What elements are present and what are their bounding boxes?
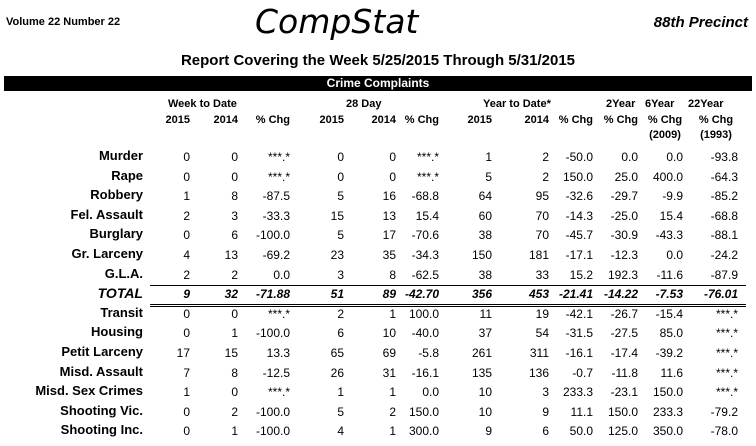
year-to-date-header: Year to Date* [483,98,551,110]
twentytwo-year-header: 22Year [688,98,724,110]
week-2015-cell: 4 [183,248,190,262]
week-pct-cell: -87.5 [262,189,290,204]
twentytwo-year-pct-cell: -24.2 [710,248,738,262]
ytd-pct-cell: 50.0 [569,424,593,439]
week-2015-cell: 2 [183,267,190,282]
week-2014-cell: 8 [231,189,238,204]
ytd-pct-cell: -50.0 [565,150,593,164]
day28-2014-cell: 1 [389,424,396,439]
ytd-2015-cell: 37 [478,326,492,341]
two-year-pct-cell: -17.4 [610,346,638,360]
week-2015-cell: 1 [183,189,190,204]
twentytwo-year-pct-cell: -87.9 [710,267,738,282]
week-2015-cell: 0 [183,169,190,184]
day28-2015-cell: 2 [337,306,344,321]
six-year-pct-cell: 0.0 [666,248,683,262]
week-2015-cell: 7 [183,365,190,380]
ytd-pct-cell: 15.2 [569,267,593,282]
week-pct-header: % Chg [255,114,290,126]
day28-2014-cell: 8 [389,267,396,282]
twentytwo-year-pct-cell: -78.0 [710,424,738,439]
row-label: Murder [98,148,143,163]
two-year-pct-cell: -12.3 [610,248,638,262]
table-row [0,245,756,265]
two-year-header: 2Year [606,98,636,110]
day28-2015-cell: 5 [337,189,344,204]
total-top-rule [150,285,746,286]
day28-pct-cell: -16.1 [411,365,439,380]
ytd-2014-cell: 136 [528,365,549,380]
two-year-pct-cell: 0.0 [621,150,638,164]
day28-2014-cell: 0 [389,169,396,184]
six-year-pct-cell: 11.6 [660,365,683,380]
twentytwo-year-pct-cell: ***.* [715,385,738,400]
row-label: Housing [91,324,143,340]
row-label: Fel. Assault [70,206,143,222]
two-year-pct-cell: -27.5 [610,326,638,341]
week-2014-cell: 8 [231,365,238,380]
ytd-2015-cell: 64 [478,189,492,204]
two-year-pct-cell: -29.7 [610,189,638,204]
week-2014-cell: 3 [231,208,238,223]
six-year-pct-cell: -43.3 [655,228,683,243]
six-year-pct-header: % Chg [647,114,683,126]
two-year-pct-cell: -26.7 [610,306,638,321]
two-year-pct-header: % Chg [603,114,638,126]
day28-2015-header: 2015 [319,114,344,126]
day28-2015-cell: 5 [337,404,344,419]
week-2014-cell: 2 [231,404,238,419]
ytd-pct-header: % Chg [558,114,593,126]
row-label: Shooting Vic. [60,402,143,418]
table-row [0,206,756,226]
ytd-2015-cell: 5 [485,169,492,184]
ytd-pct-cell: 150.0 [562,169,593,184]
six-year-pct-cell: -9.9 [662,189,683,204]
ytd-2015-cell: 356 [471,287,492,302]
ytd-2015-cell: 261 [471,346,492,360]
two-year-pct-cell: 192.3 [607,267,638,282]
six-year-pct-cell: -15.4 [655,306,683,321]
week-pct-cell: ***.* [267,169,290,184]
twentytwo-year-pct-cell: -76.01 [703,287,738,302]
ytd-pct-cell: -16.1 [565,346,593,360]
week-2014-header: 2014 [213,114,238,126]
day28-2015-cell: 3 [337,267,344,282]
twentytwo-year-pct-cell: ***.* [715,346,738,360]
ytd-2014-cell: 3 [542,385,549,400]
day28-pct-cell: -62.5 [411,267,439,282]
six-year-pct-cell: -7.53 [655,287,683,302]
week-pct-cell: 0.0 [273,267,290,282]
ytd-2015-cell: 9 [485,424,492,439]
week-2015-cell: 2 [183,208,190,223]
week-2014-cell: 32 [224,287,238,302]
ytd-2014-cell: 181 [528,248,549,262]
ytd-2015-cell: 38 [478,267,492,282]
two-year-pct-cell: 150.0 [607,404,638,419]
day28-2014-cell: 13 [382,208,396,223]
row-label: Transit [100,304,143,320]
day28-2014-cell: 89 [382,287,396,302]
total-row [0,284,756,304]
day28-2014-cell: 2 [389,404,396,419]
row-label: G.L.A. [104,265,143,281]
week-2015-cell: 0 [183,306,190,321]
day28-2014-cell: 16 [382,189,396,204]
ytd-2014-cell: 70 [535,208,549,223]
ytd-pct-cell: 233.3 [562,385,593,400]
ytd-2014-cell: 70 [535,228,549,243]
twentytwo-year-pct-cell: -68.8 [710,208,738,223]
week-2014-cell: 1 [231,424,238,439]
day28-2014-cell: 17 [382,228,396,243]
day28-2015-cell: 6 [337,326,344,341]
week-2015-cell: 17 [176,346,190,360]
row-label: Petit Larceny [61,344,143,359]
day28-pct-cell: ***.* [416,150,439,164]
week-2015-cell: 0 [183,326,190,341]
week-2014-cell: 6 [231,228,238,243]
twentytwo-year-pct-header: % Chg [698,114,734,126]
week-pct-cell: -12.5 [262,365,290,380]
two-year-pct-cell: 125.0 [607,424,638,439]
row-label: TOTAL [97,285,143,302]
week-pct-cell: -100.0 [255,326,290,341]
day28-2014-cell: 0 [389,150,396,164]
day28-2015-cell: 51 [330,287,344,302]
ytd-pct-cell: -45.7 [565,228,593,243]
week-pct-cell: -69.2 [262,248,290,262]
day28-2015-cell: 26 [330,365,344,380]
row-label: Rape [111,167,143,183]
ytd-2014-header: 2014 [524,114,549,126]
ytd-pct-cell: -17.1 [565,248,593,262]
ytd-2015-header: 2015 [467,114,492,126]
ytd-pct-cell: -42.1 [565,306,593,321]
week-pct-cell: -100.0 [255,424,290,439]
two-year-pct-cell: -23.1 [610,385,638,400]
ytd-2015-cell: 1 [485,150,492,164]
day28-2014-cell: 69 [382,346,396,360]
week-2015-cell: 0 [183,404,190,419]
day28-pct-cell: 0.0 [422,385,439,400]
twentytwo-year-base-header: (1993) [700,129,732,141]
table-row [0,382,756,402]
ytd-2015-cell: 11 [479,306,492,321]
table-row [0,421,756,441]
week-to-date-header: Week to Date [168,98,237,110]
day28-2015-cell: 1 [337,385,344,400]
ytd-2014-cell: 2 [542,169,549,184]
week-2014-cell: 0 [231,150,238,164]
week-2014-cell: 0 [231,385,238,400]
ytd-pct-cell: -14.3 [565,208,593,223]
week-2015-header: 2015 [165,114,190,126]
day28-2014-cell: 1 [389,385,396,400]
two-year-pct-cell: -14.22 [603,287,638,302]
day28-pct-header: % Chg [404,114,439,126]
report-title: CompStat [255,2,419,41]
week-2015-cell: 0 [183,150,190,164]
ytd-pct-cell: -31.5 [565,326,593,341]
two-year-pct-cell: -11.8 [611,365,638,380]
day28-2014-cell: 31 [382,365,396,380]
table-row [0,186,756,206]
six-year-base-header: (2009) [649,129,681,141]
ytd-2014-cell: 6 [542,424,549,439]
volume-number: Volume 22 Number 22 [6,16,121,28]
ytd-2014-cell: 311 [529,346,549,360]
row-label: Shooting Inc. [60,422,143,438]
ytd-pct-cell: -0.7 [572,365,593,380]
ytd-2015-cell: 150 [471,248,492,262]
day28-2015-cell: 4 [337,424,344,439]
week-2014-cell: 0 [231,169,238,184]
day28-2014-cell: 10 [382,326,396,341]
ytd-2015-cell: 38 [478,228,492,243]
week-pct-cell: -100.0 [255,404,290,419]
twentytwo-year-pct-cell: -88.1 [710,228,738,243]
row-label: Robbery [90,187,143,203]
twentytwo-year-pct-cell: -64.3 [710,169,738,184]
day28-pct-cell: ***.* [416,169,439,184]
day28-pct-cell: 100.0 [408,306,439,321]
ytd-2014-cell: 33 [535,267,549,282]
week-2014-cell: 1 [231,326,238,341]
ytd-2014-cell: 19 [535,306,549,321]
day28-2015-cell: 0 [337,169,344,184]
day28-2015-cell: 5 [337,228,344,243]
six-year-pct-cell: 233.3 [652,404,683,419]
six-year-pct-cell: 85.0 [659,326,683,341]
six-year-pct-cell: 150.0 [652,385,683,400]
day28-2015-cell: 0 [337,150,344,164]
ytd-2014-cell: 54 [535,326,549,341]
day28-2014-header: 2014 [371,114,396,126]
six-year-header: 6Year [645,98,675,110]
ytd-2014-cell: 453 [528,287,549,302]
ytd-2014-cell: 95 [535,189,549,204]
table-row [0,304,756,324]
week-pct-cell: 13.3 [266,346,290,360]
table-row [0,323,756,343]
week-2015-cell: 1 [183,385,190,400]
six-year-pct-cell: 0.0 [666,150,683,164]
table-row [0,167,756,187]
day28-pct-cell: -40.0 [411,326,439,341]
day28-pct-cell: -5.8 [418,346,439,360]
report-period: Report Covering the Week 5/25/2015 Through 5/31/2015 [180,52,576,69]
ytd-pct-cell: 11.1 [570,404,593,419]
week-pct-cell: ***.* [267,306,290,321]
week-pct-cell: -71.88 [255,287,290,302]
week-2015-cell: 9 [183,287,190,302]
table-row [0,225,756,245]
twentytwo-year-pct-cell: ***.* [715,306,738,321]
twentytwo-year-pct-cell: ***.* [715,365,738,380]
twentytwo-year-pct-cell: -93.8 [710,150,738,164]
week-2014-cell: 13 [224,248,238,262]
week-pct-cell: ***.* [267,150,290,164]
row-label: Gr. Larceny [71,246,143,261]
row-label: Misd. Sex Crimes [35,383,143,399]
ytd-pct-cell: -21.41 [558,287,593,302]
table-row [0,343,756,363]
table-row [0,265,756,285]
row-label: Misd. Assault [59,363,143,379]
week-2014-cell: 0 [231,306,238,321]
day28-2015-cell: 23 [330,248,344,262]
ytd-2015-cell: 60 [478,208,492,223]
section-banner: Crime Complaints [4,76,752,91]
week-pct-cell: -33.3 [262,208,290,223]
table-row [0,402,756,422]
day28-2014-cell: 1 [389,306,396,321]
day28-pct-cell: 300.0 [408,424,439,439]
six-year-pct-cell: 400.0 [652,169,683,184]
table-row [0,147,756,167]
ytd-2014-cell: 9 [542,404,549,419]
day28-pct-cell: -42.70 [404,287,439,302]
day28-2014-cell: 35 [382,248,396,262]
ytd-2015-cell: 10 [478,385,492,400]
day28-pct-cell: 15.4 [415,208,439,223]
week-2015-cell: 0 [183,424,190,439]
two-year-pct-cell: -25.0 [610,208,638,223]
row-label: Burglary [89,226,143,242]
day28-pct-cell: -68.8 [411,189,439,204]
table-row [0,363,756,383]
twentytwo-year-pct-cell: -85.2 [710,189,738,204]
six-year-pct-cell: -39.2 [655,346,683,360]
two-year-pct-cell: -30.9 [610,228,638,243]
ytd-2015-cell: 135 [471,365,492,380]
six-year-pct-cell: 350.0 [652,424,683,439]
six-year-pct-cell: 15.4 [659,208,683,223]
twentytwo-year-pct-cell: ***.* [715,326,738,341]
ytd-2014-cell: 2 [542,150,549,164]
twentytwo-year-pct-cell: -79.2 [710,404,738,419]
week-2014-cell: 15 [224,346,238,360]
day28-2015-cell: 15 [330,208,344,223]
week-2015-cell: 0 [183,228,190,243]
day28-pct-cell: -34.3 [411,248,439,262]
day28-2015-cell: 65 [330,346,344,360]
six-year-pct-cell: -11.6 [656,267,683,282]
week-2014-cell: 2 [231,267,238,282]
ytd-pct-cell: -32.6 [565,189,593,204]
day28-pct-cell: 150.0 [408,404,439,419]
precinct-name: 88th Precinct [653,14,748,31]
week-pct-cell: ***.* [267,385,290,400]
week-pct-cell: -100.0 [255,228,290,243]
day28-pct-cell: -70.6 [411,228,439,243]
28-day-header: 28 Day [346,98,382,110]
two-year-pct-cell: 25.0 [614,169,638,184]
ytd-2015-cell: 10 [478,404,492,419]
